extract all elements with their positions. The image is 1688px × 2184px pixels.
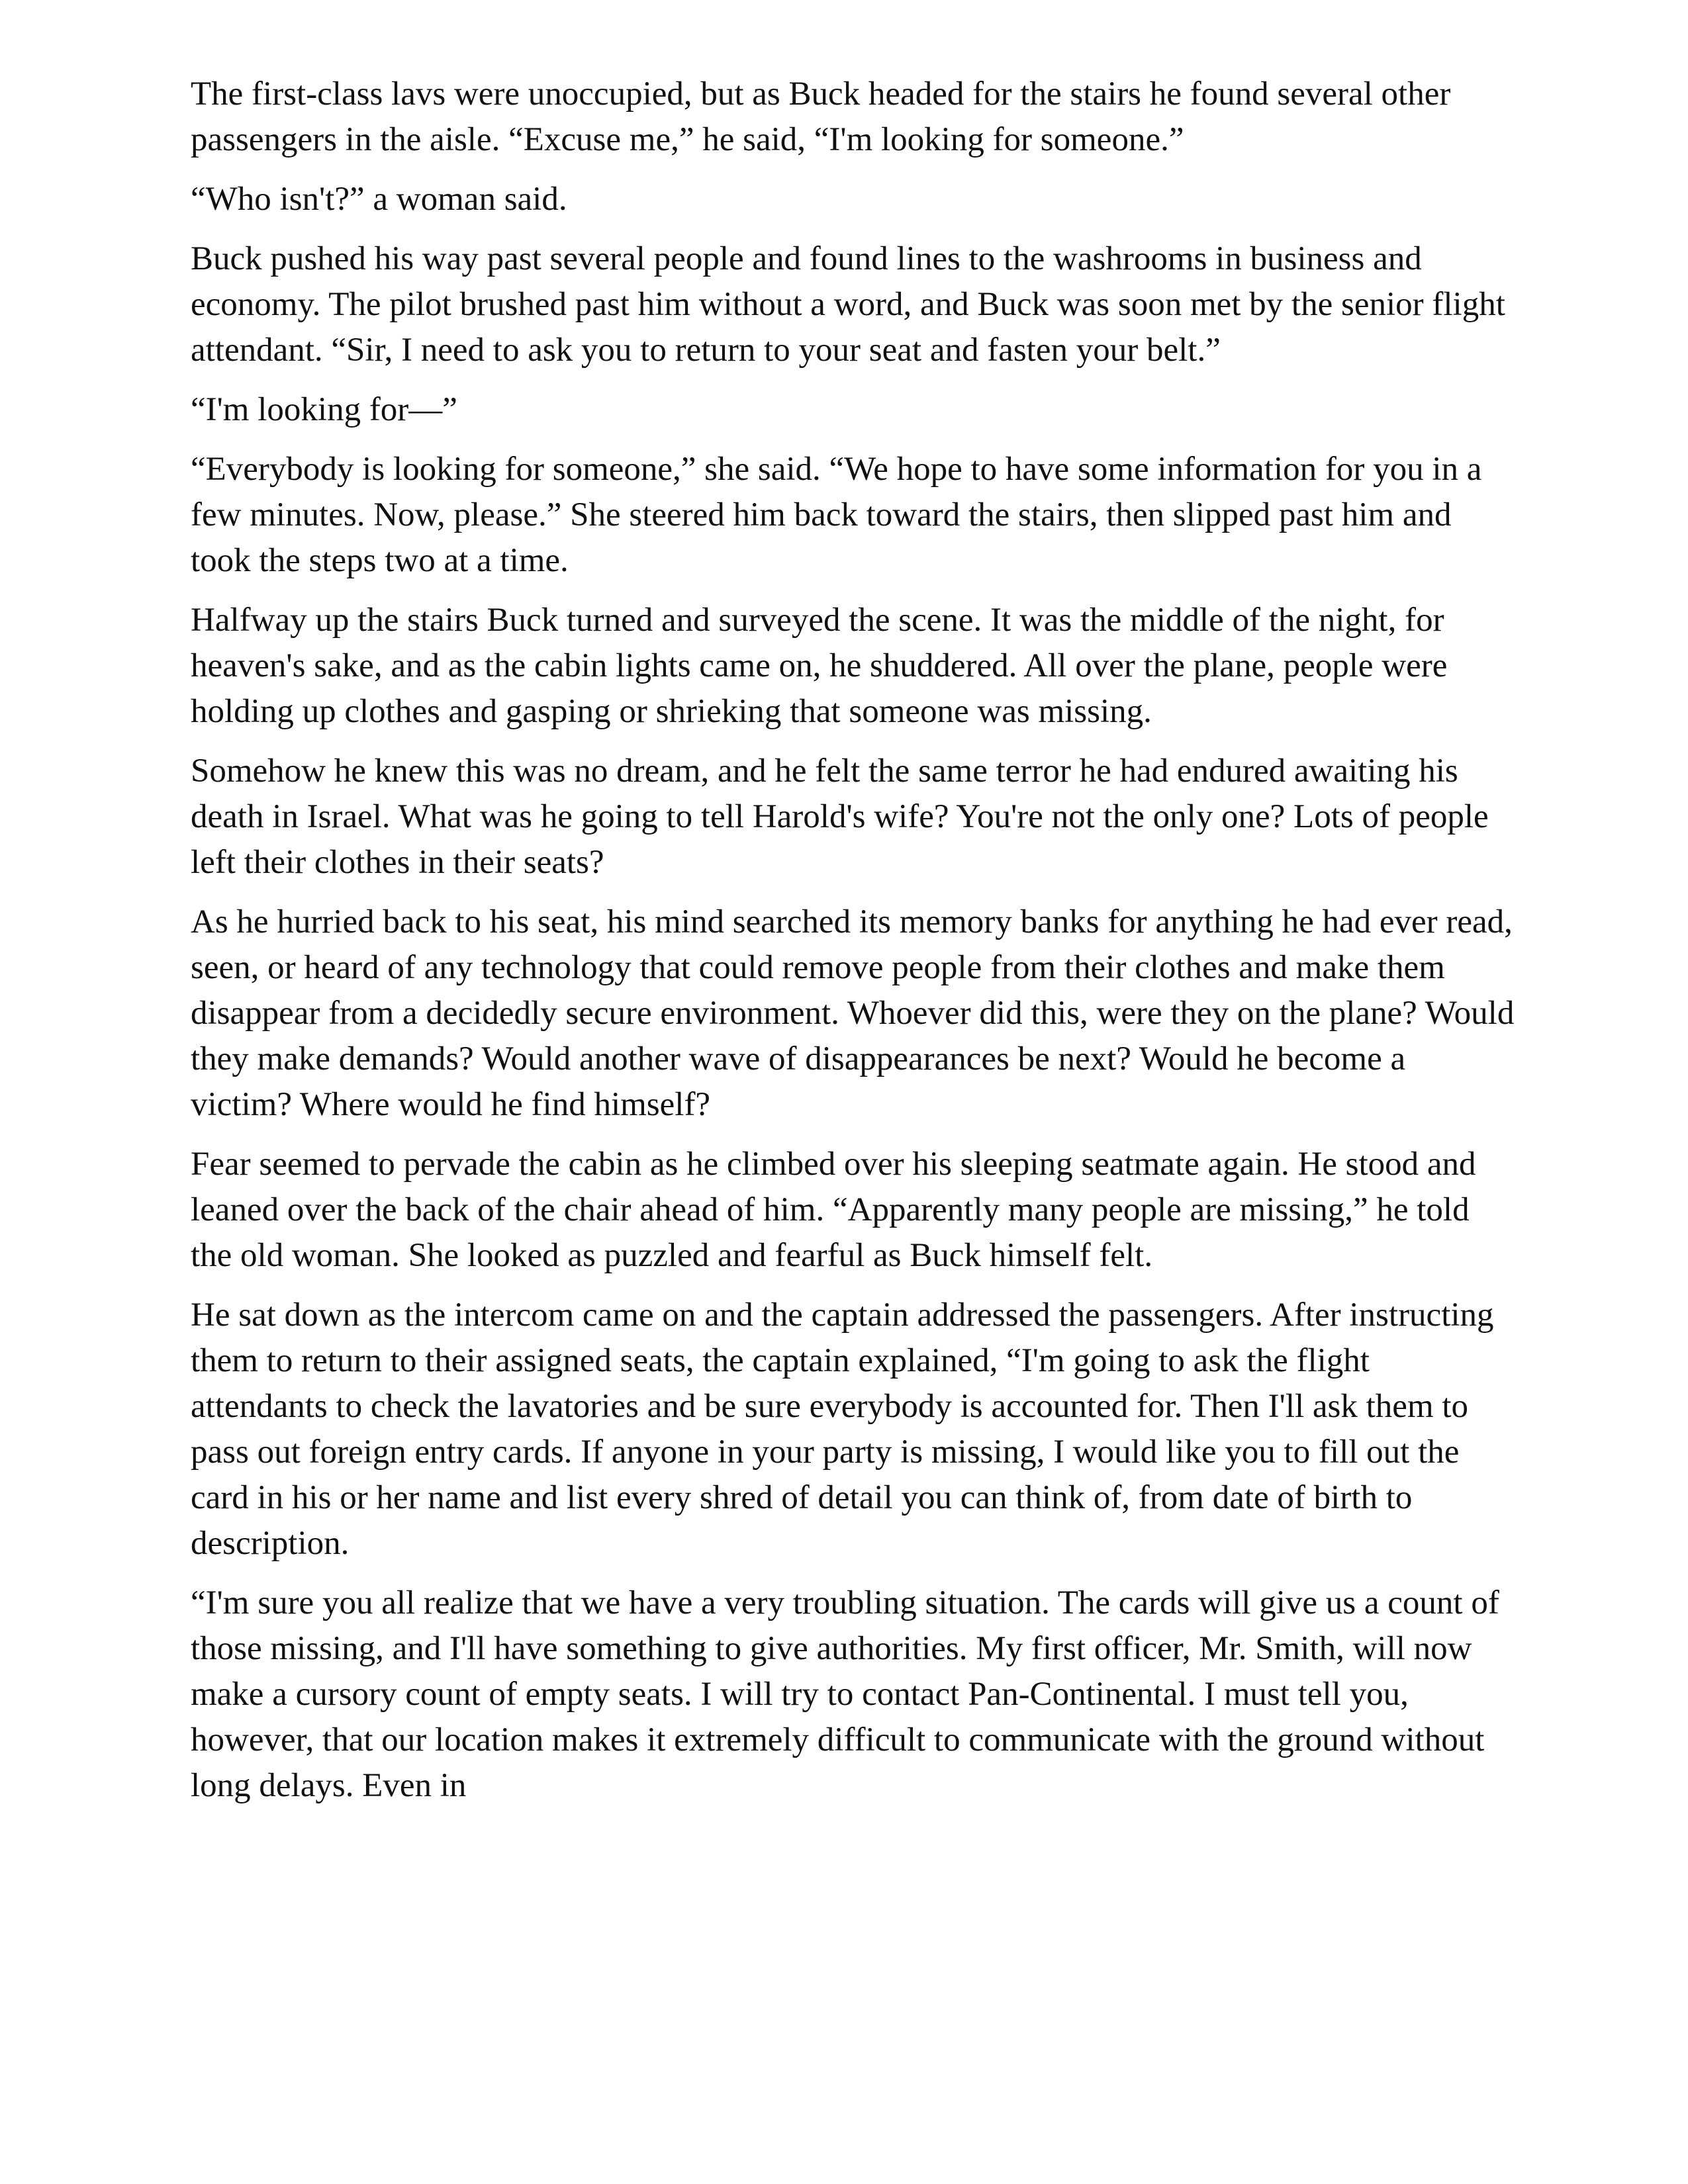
paragraph-5: “Everybody is looking for someone,” she said. “We hope to have some information for you in a few minutes. Now, please.” She steered him back toward the stairs, then slipped past him and took the steps two at a time. <box>191 451 1482 579</box>
paragraph-2: “Who isn't?” a woman said. <box>191 181 567 218</box>
document-page <box>191 71 1515 1823</box>
paragraph-1: The first-class lavs were unoccupied, but as Buck headed for the stairs he found several other passengers in the aisle. “Excuse me,” he said, “I'm looking for someone.” <box>191 75 1451 158</box>
paragraph-8: As he hurried back to his seat, his mind searched its memory banks for anything he had ever read, seen, or heard of any technology that could remove people from their clothes and make them disappear from a decidedly secure environment. Whoever did this, were they on the plane? Would they make demands? Would another wave of disappearances be next? Would he become a victim? Where would he find himself? <box>191 903 1515 1123</box>
paragraph-10: He sat down as the intercom came on and the captain addressed the passengers. After instructing them to return to their assigned seats, the captain explained, “I'm going to ask the flight attendants to check the lavatories and be sure everybody is accounted for. Then I'll ask them to pass out foreign entry cards. If anyone in your party is missing, I would like you to fill out the card in his or her name and list every shred of detail you can think of, from date of birth to description. <box>191 1297 1494 1562</box>
paragraph-4: “I'm looking for—” <box>191 391 457 428</box>
paragraph-7: Somehow he knew this was no dream, and he felt the same terror he had endured awaiting his death in Israel. What was he going to tell Harold's wife? You're not the only one? Lots of people left their clothes in their seats? <box>191 752 1489 881</box>
paragraph-3: Buck pushed his way past several people and found lines to the washrooms in business and economy. The pilot brushed past him without a word, and Buck was soon met by the senior flight attendant. “Sir, I need to ask you to return to your seat and fasten your belt.” <box>191 240 1505 369</box>
paragraph-6: Halfway up the stairs Buck turned and surveyed the scene. It was the middle of the night, for heaven's sake, and as the cabin lights came on, he shuddered. All over the plane, people were holding up clothes and gasping or shrieking that someone was missing. <box>191 602 1448 730</box>
paragraph-9: Fear seemed to pervade the cabin as he climbed over his sleeping seatmate again. He stood and leaned over the back of the chair ahead of him. “Apparently many people are missing,” he told the old woman. She looked as puzzled and fearful as Buck himself felt. <box>191 1146 1476 1274</box>
paragraph-11: “I'm sure you all realize that we have a very troubling situation. The cards will give us a count of those missing, and I'll have something to give authorities. My first officer, Mr. Smith, will now make a cursory count of empty seats. I will try to contact Pan-Continental. I must tell you, however, that our location makes it extremely difficult to communicate with the ground without long delays. Even in <box>191 1584 1499 1804</box>
